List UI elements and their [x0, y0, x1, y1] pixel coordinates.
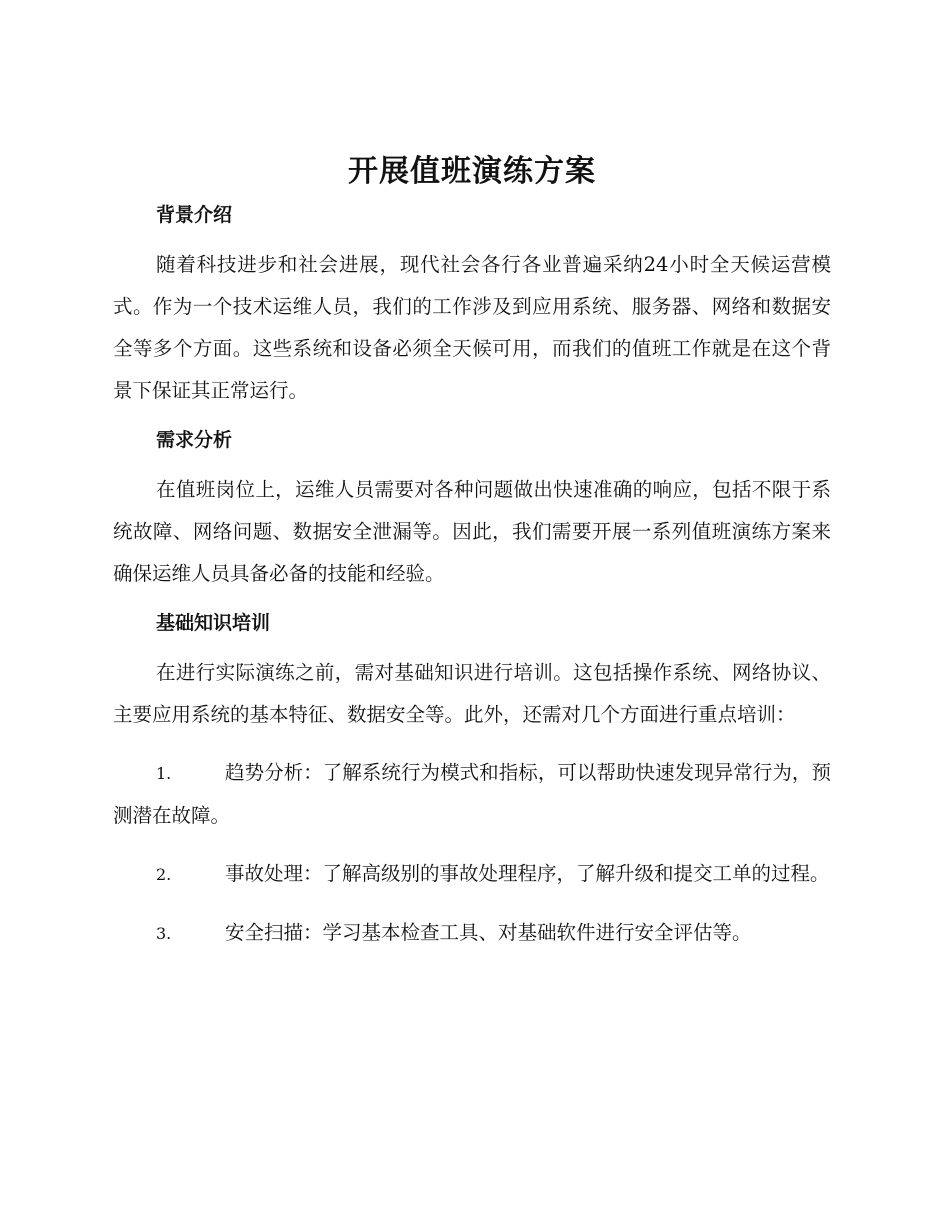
section-heading-training: 基础知识培训 [156, 612, 271, 634]
list-item-2 [113, 853, 831, 896]
list-number-2: 2. [156, 865, 172, 884]
list-text-2: 事故处理：了解高级别的事故处理程序，了解升级和提交工单的过程。 [225, 862, 830, 885]
list-item-3 [113, 912, 831, 955]
document-content [113, 150, 831, 965]
list-number-3: 3. [156, 924, 172, 943]
list-item-1 [113, 752, 831, 837]
paragraph-requirements: 在值班岗位上，运维人员需要对各种问题做出快速准确的响应，包括不限于系统故障、网络问题、数据安全泄漏等。因此，我们需要开展一系列值班演练方案来确保运维人员具备必备的技能和经验。 [113, 478, 831, 585]
document-title: 开展值班演练方案 [348, 154, 596, 189]
section-heading-requirements: 需求分析 [156, 429, 233, 451]
list-number-1: 1. [156, 764, 172, 783]
list-text-1: 趋势分析：了解系统行为模式和指标，可以帮助快速发现异常行为，预测潜在故障。 [113, 761, 831, 827]
paragraph-training: 在进行实际演练之前，需对基础知识进行培训。这包括操作系统、网络协议、主要应用系统的基本特征、数据安全等。此外，还需对几个方面进行重点培训： [113, 661, 831, 726]
paragraph-background: 随着科技进步和社会进展，现代社会各行各业普遍采纳24小时全天候运营模式。作为一个技术运维人员，我们的工作涉及到应用系统、服务器、网络和数据安全等多个方面。这些系统和设备必须全天候可用，而我们的值班工作就是在这个背景下保证其正常运行。 [113, 253, 831, 402]
section-heading-background: 背景介绍 [156, 204, 233, 226]
list-text-3: 安全扫描：学习基本检查工具、对基础软件进行安全评估等。 [225, 921, 752, 944]
